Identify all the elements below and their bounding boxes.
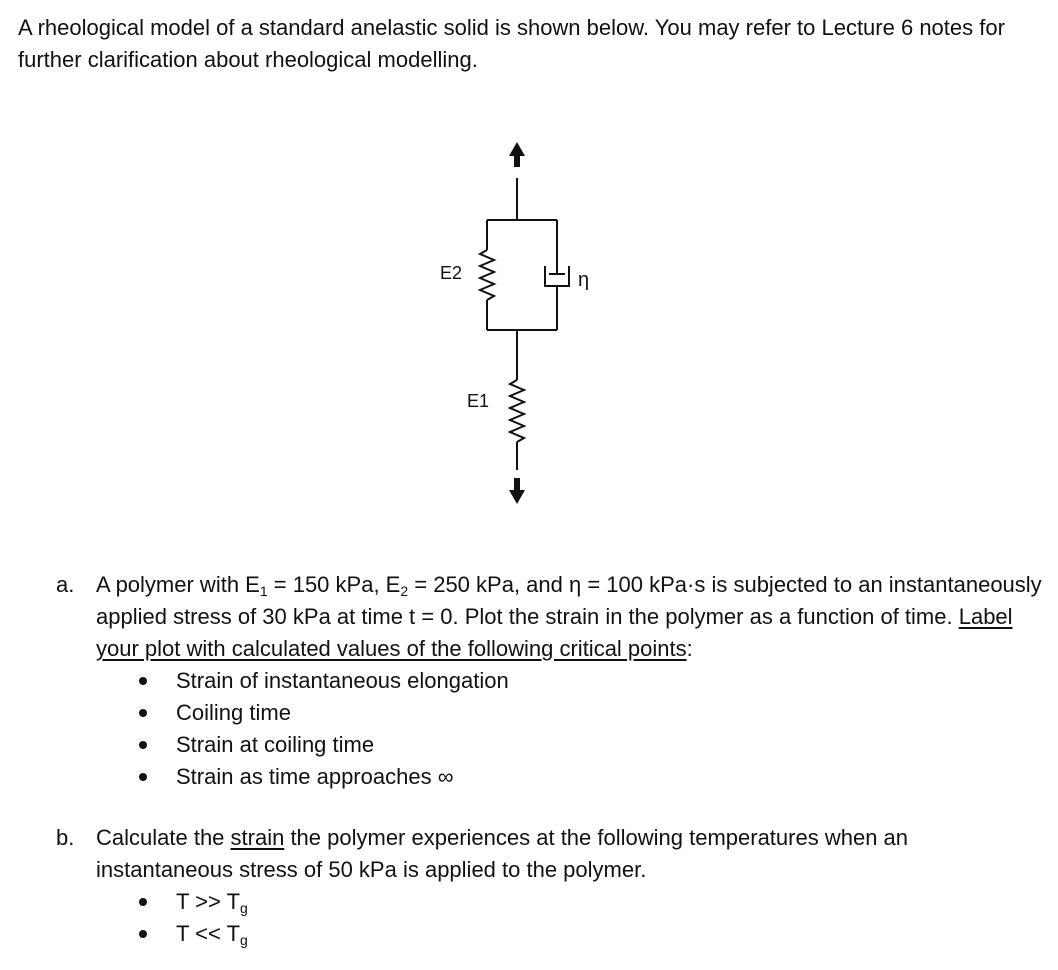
- spring-e1: [510, 380, 524, 442]
- question-b-letter: b.: [56, 825, 75, 850]
- list-item: Coiling time: [96, 697, 1046, 729]
- question-a-text: A polymer with $E_1 = 150$ kPa, $E_2 = 250$ kPa, and η = 100 kPa·s is subjected to an instantaneously applied stress of 30 kPa at time t = 0. Plot the strain in the polymer as a function of time. Label your plot with calculated values of the following critical points:: [96, 572, 1042, 661]
- question-a-list: [96, 665, 1046, 793]
- question-a-underlined: Label your plot with calculated values of the following critical points: [96, 604, 1013, 661]
- bottom-arrow-head: [509, 490, 525, 504]
- list-item: $T << T_g$: [96, 918, 1046, 950]
- top-arrow-head: [509, 142, 525, 156]
- label-eta: η: [578, 269, 590, 291]
- question-b-list: [96, 886, 1046, 950]
- top-arrow-shaft: [514, 155, 520, 167]
- bottom-arrow-shaft: [514, 478, 520, 490]
- label-e2: E2: [440, 263, 463, 283]
- question-a: [56, 569, 1046, 793]
- question-b: [56, 822, 1046, 950]
- intro-paragraph: A rheological model of a standard anelastic solid is shown below. You may refer to Lecture 6 notes for further clarification about rheological modelling.: [18, 15, 1005, 72]
- list-item: $T >> T_g$: [96, 886, 1046, 918]
- list-item: Strain as time approaches ∞: [96, 761, 1046, 793]
- question-a-letter: a.: [56, 572, 75, 597]
- dashpot-eta: [545, 262, 569, 286]
- list-item: Strain at coiling time: [96, 729, 1046, 761]
- list-item: Strain of instantaneous elongation: [96, 665, 1046, 697]
- question-b-underlined: strain: [230, 825, 285, 850]
- label-e1: E1: [467, 391, 490, 411]
- spring-e2: [480, 250, 494, 300]
- question-b-text: Calculate the strain the polymer experiences at the following temperatures when an instantaneous stress of 50 kPa is applied to the polymer.: [96, 825, 909, 882]
